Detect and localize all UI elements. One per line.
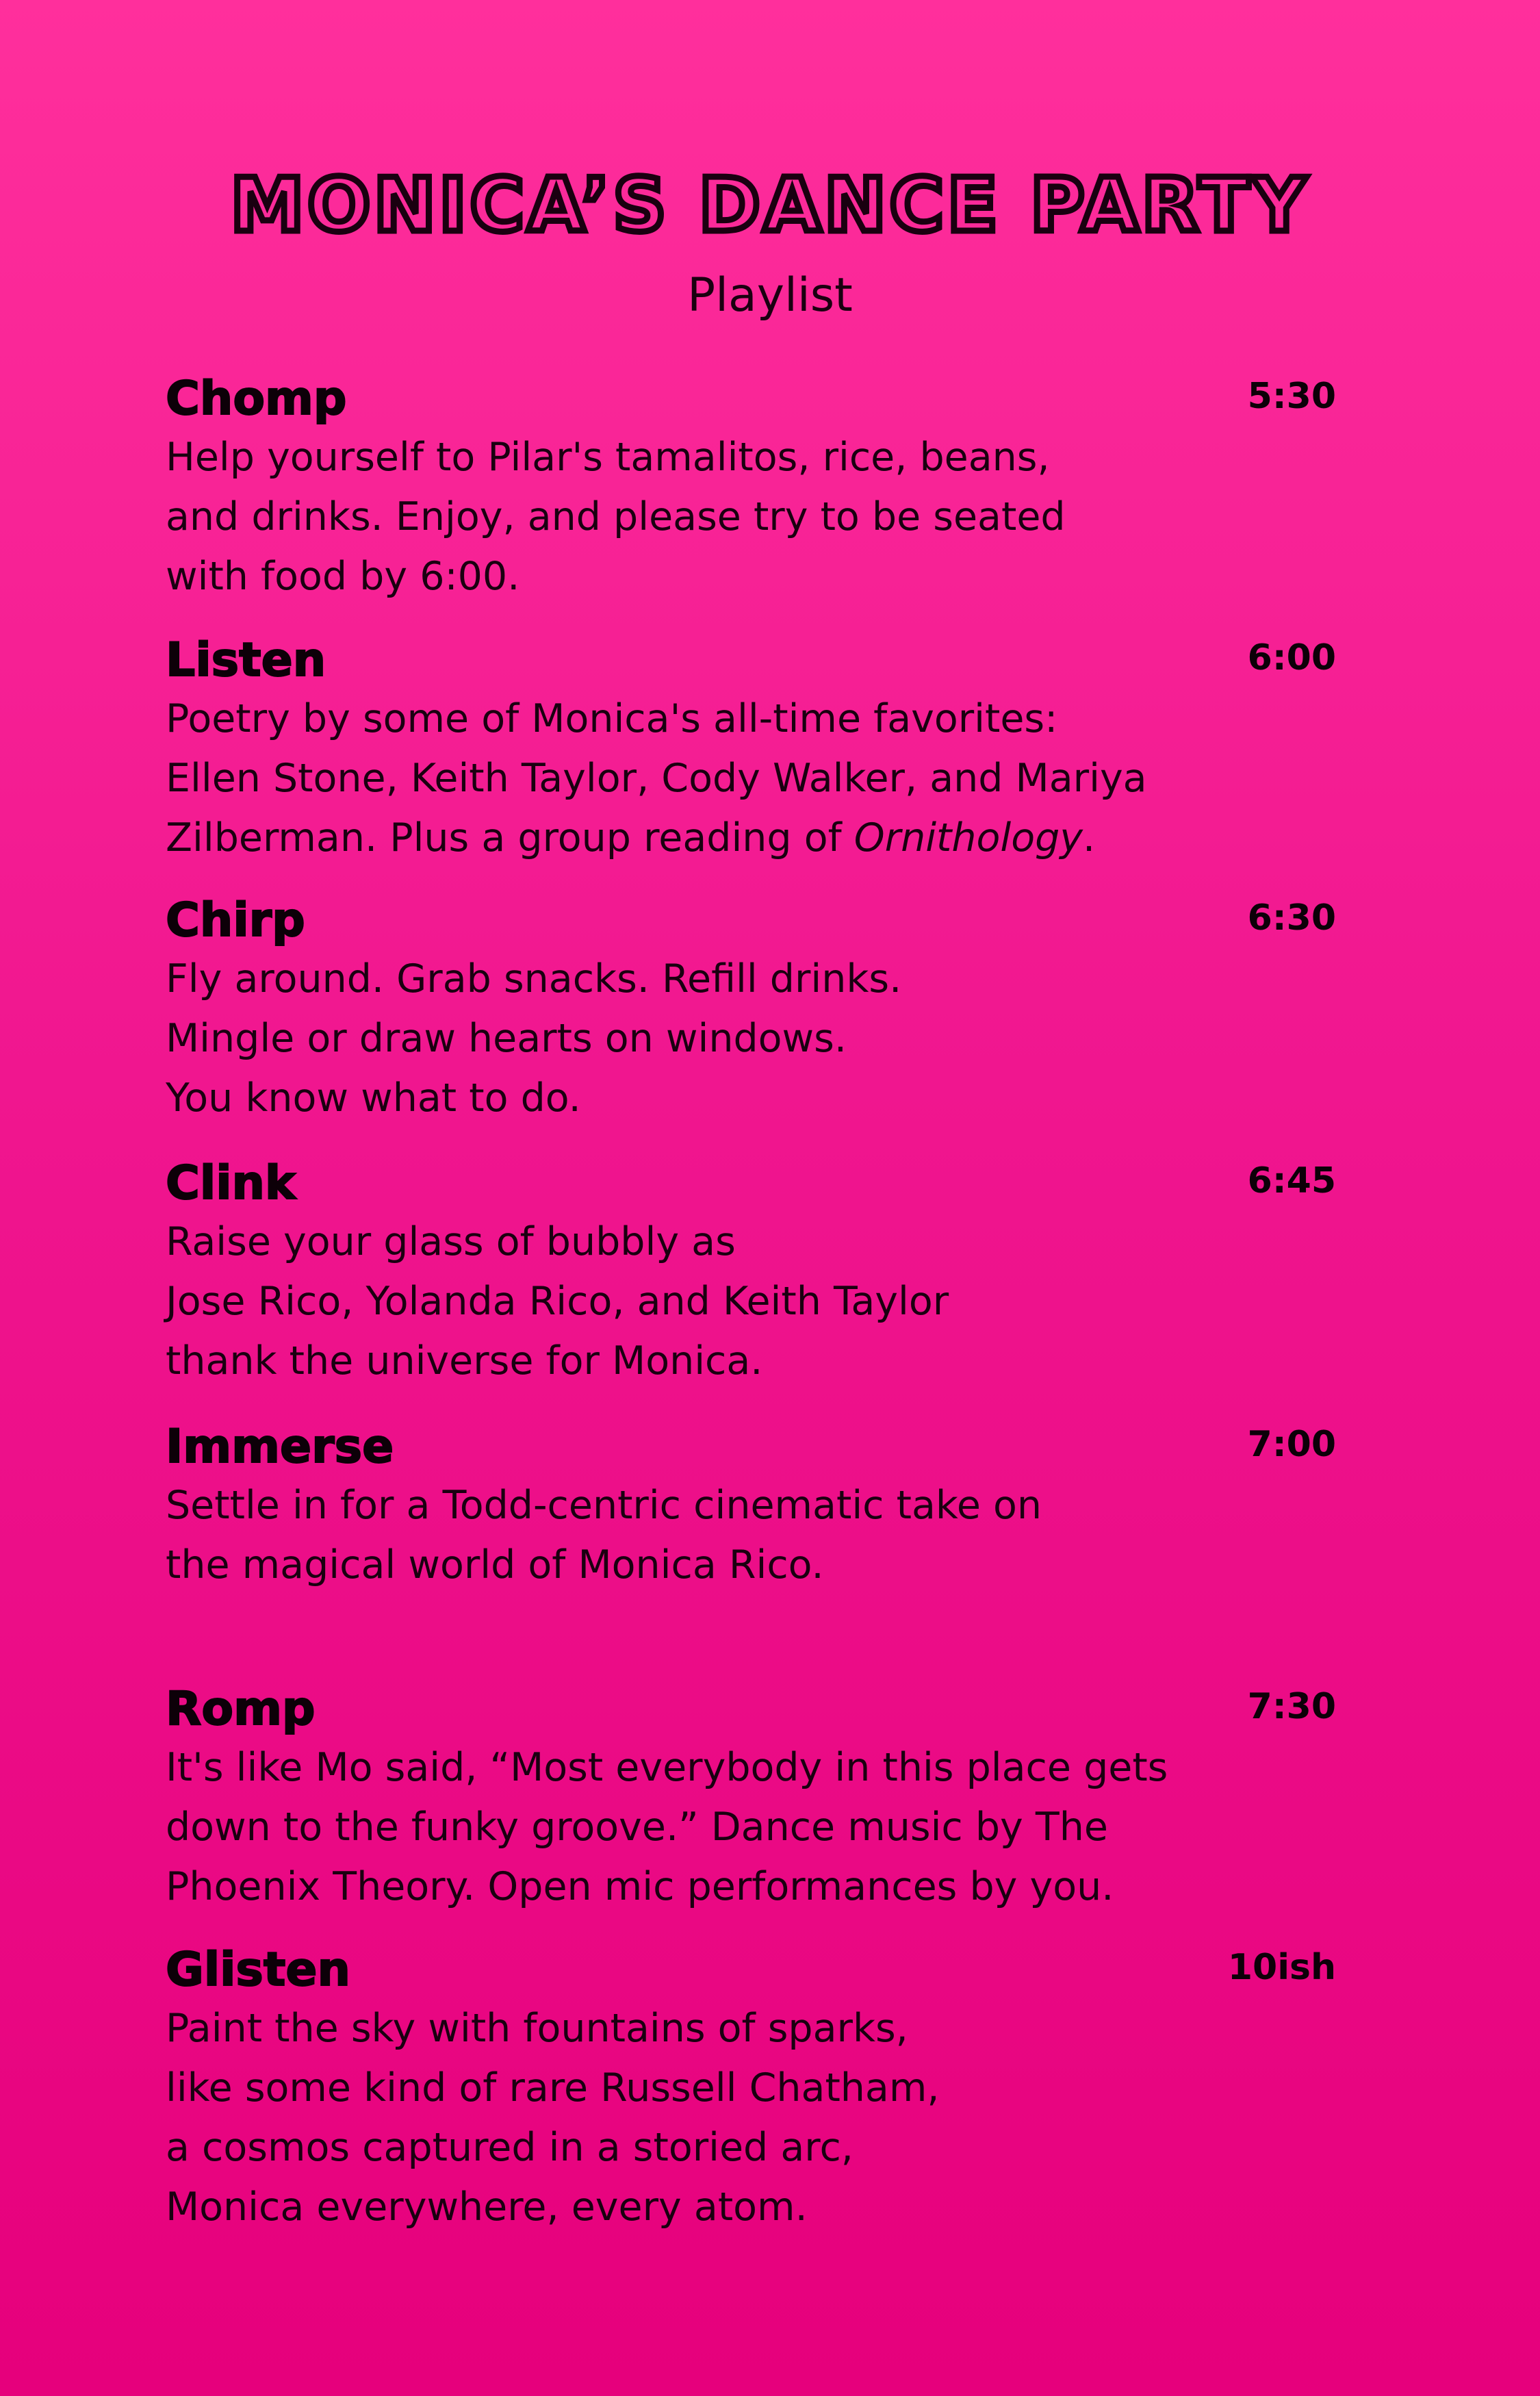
page-title: MONICA’S DANCE PARTY [230, 163, 1310, 248]
item-time: 10ish [1227, 1947, 1336, 1988]
item-description [166, 1999, 1343, 2237]
description-line: Jose Rico, Yolanda Rico, and Keith Taylor [166, 1279, 949, 1324]
item-time: 7:00 [1247, 1424, 1336, 1465]
description-line: the magical world of Monica Rico. [166, 1542, 824, 1588]
description-text: Zilberman. Plus a group reading of [166, 815, 854, 861]
description-text: . [1083, 815, 1096, 861]
description-line: Settle in for a Todd-centric cinematic take on [166, 1483, 1042, 1528]
item-description [166, 428, 1343, 607]
description-line: and drinks. Enjoy, and please try to be seated [166, 494, 1066, 539]
playlist-item-clink [166, 1155, 1343, 1391]
description-line: Mingle or draw hearts on windows. [166, 1016, 847, 1061]
playlist-item-listen [166, 632, 1343, 868]
description-line: Paint the sky with fountains of sparks, [166, 2006, 908, 2051]
item-title: Romp [166, 1682, 316, 1736]
description-line: Poetry by some of Monica's all-time favorites: [166, 696, 1058, 741]
description-line: thank the universe for Monica. [166, 1338, 763, 1384]
item-title: Listen [166, 633, 326, 687]
playlist-item-immerse [166, 1418, 1343, 1595]
work-title: Ornithology [854, 815, 1083, 861]
page-subtitle: Playlist [687, 268, 853, 322]
item-description [166, 950, 1343, 1128]
description-line: Phoenix Theory. Open mic performances by you. [166, 1864, 1114, 1909]
item-time: 6:00 [1247, 637, 1336, 678]
description-line: You know what to do. [166, 1075, 581, 1121]
description-line: with food by 6:00. [166, 554, 520, 599]
item-title: Chomp [166, 372, 347, 426]
description-line: Help yourself to Pilar's tamalitos, rice, beans, [166, 435, 1050, 480]
item-time: 5:30 [1247, 376, 1336, 417]
item-title: Glisten [166, 1943, 350, 1997]
item-title: Chirp [166, 893, 305, 947]
item-description [166, 1738, 1343, 1917]
playlist-item-chirp [166, 892, 1343, 1128]
item-description [166, 1476, 1343, 1595]
item-time: 6:30 [1247, 897, 1336, 939]
item-time: 6:45 [1247, 1160, 1336, 1201]
description-line [166, 808, 1343, 868]
item-description [166, 1212, 1343, 1391]
description-line: like some kind of rare Russell Chatham, [166, 2065, 940, 2111]
description-line: Raise your glass of bubbly as [166, 1219, 736, 1264]
description-line: Ellen Stone, Keith Taylor, Cody Walker, and Mariya [166, 756, 1147, 801]
item-title: Clink [166, 1156, 296, 1210]
playlist-item-romp [166, 1681, 1343, 1917]
playlist-item-chomp [166, 370, 1343, 607]
description-line: a cosmos captured in a storied arc, [166, 2125, 854, 2170]
item-title: Immerse [166, 1420, 394, 1474]
item-time: 7:30 [1247, 1686, 1336, 1727]
description-line: Monica everywhere, every atom. [166, 2184, 808, 2230]
playlist-item-glisten [166, 1941, 1343, 2237]
description-line: Fly around. Grab snacks. Refill drinks. [166, 956, 902, 1002]
description-line: down to the funky groove.” Dance music by The [166, 1805, 1108, 1850]
item-description [166, 689, 1343, 868]
description-line: It's like Mo said, “Most everybody in this place gets [166, 1745, 1168, 1790]
